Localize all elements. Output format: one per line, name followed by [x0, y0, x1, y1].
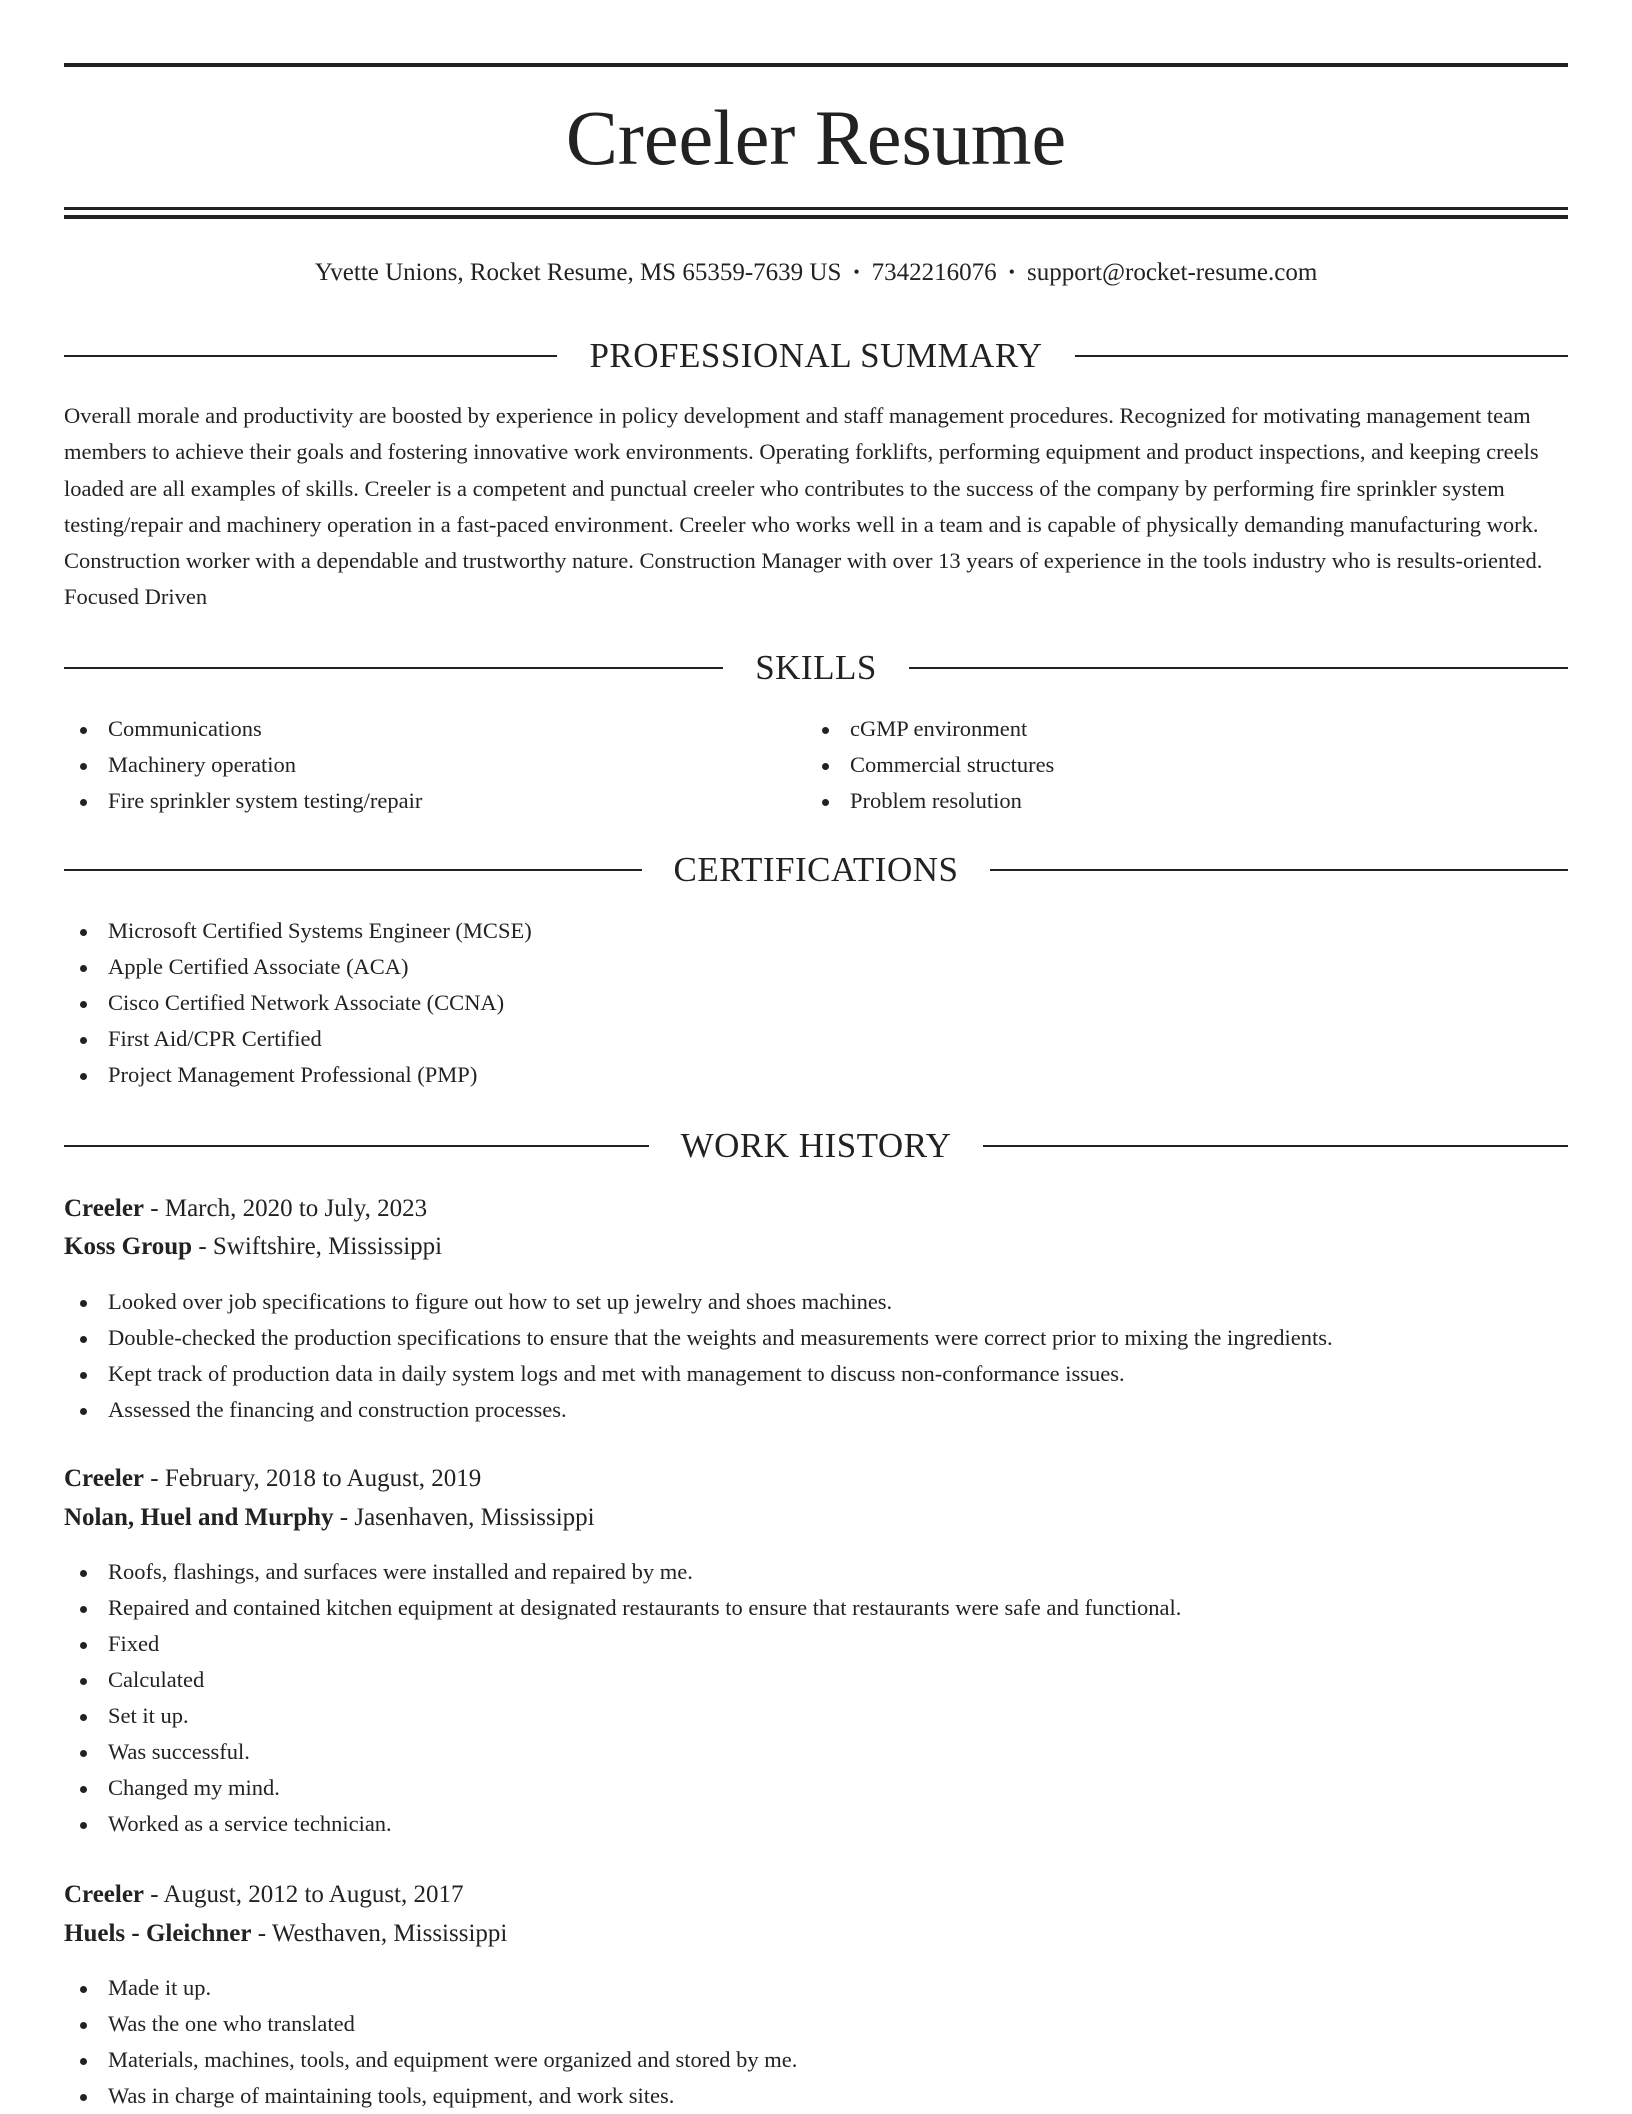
- job-bullet: Set it up.: [64, 1698, 1568, 1734]
- job-title: Creeler: [64, 1195, 145, 1222]
- summary-heading-text: PROFESSIONAL SUMMARY: [589, 336, 1043, 375]
- job-company: Huels - Gleichner: [64, 1920, 252, 1947]
- skills-column-left: [64, 711, 764, 819]
- job-bullet: Changed my mind.: [64, 1770, 1568, 1806]
- summary-text: Overall morale and productivity are boosted by experience in policy development and staff management procedures. Recognized for motivating management team members to achieve their goals and fostering innovative work environments. Operating forklifts, performing equipment and product inspections, and keeping creels loaded are all examples of skills. Creeler is a competent and punctual creeler who contributes to the success of the company by performing fire sprinkler system testing/repair and machinery operation in a fast-paced environment. Creeler who works well in a team and is capable of physically demanding manufacturing work. Construction worker with a dependable and trustworthy nature. Construction Manager with over 13 years of experience in the tools industry who is results-oriented. Focused Driven: [64, 403, 1543, 610]
- certifications-list: [64, 913, 1568, 1093]
- job-dates: - August, 2012 to August, 2017: [144, 1881, 464, 1908]
- skill-item: Fire sprinkler system testing/repair: [64, 783, 764, 819]
- heading-rule-left: [64, 1145, 649, 1147]
- job-bullet: Was the one who translated: [64, 2006, 1568, 2042]
- job-company-line: [64, 1915, 1568, 1953]
- contact-separator: •: [853, 262, 860, 282]
- job-bullet: Looked over job specifications to figure out how to set up jewelry and shoes machines.: [64, 1284, 1568, 1320]
- job-bullet: Fixed: [64, 1626, 1568, 1662]
- job-bullet: Materials, machines, tools, and equipment were organized and stored by me.: [64, 2042, 1568, 2078]
- heading-rule-left: [64, 667, 723, 669]
- top-rule: [64, 63, 1568, 67]
- job-company-line: [64, 1228, 1568, 1266]
- skill-item: Machinery operation: [64, 747, 764, 783]
- contact-phone: 7342216076: [871, 259, 997, 286]
- skill-item: cGMP environment: [806, 711, 1506, 747]
- job-company: Koss Group: [64, 1233, 193, 1260]
- job-bullet: Repaired and contained kitchen equipment at designated restaurants to ensure that restaurants were safe and functional.: [64, 1590, 1568, 1626]
- heading-rule-left: [64, 355, 557, 357]
- job-bullet: Worked as a service technician.: [64, 1806, 1568, 1842]
- job-bullet: Was successful.: [64, 1734, 1568, 1770]
- job-title-line: [64, 1876, 1568, 1914]
- title-double-rule-lower: [64, 215, 1568, 219]
- certification-item: Apple Certified Associate (ACA): [64, 949, 1568, 985]
- job-bullet: Kept track of production data in daily system logs and met with management to discuss non-conformance issues.: [64, 1356, 1568, 1392]
- summary-heading: [64, 334, 1568, 378]
- heading-rule-right: [1075, 355, 1568, 357]
- contact-address: Yvette Unions, Rocket Resume, MS 65359-7639 US: [314, 259, 842, 286]
- skills-heading: [64, 646, 1568, 690]
- job-bullet: Double-checked the production specifications to ensure that the weights and measurements were correct prior to mixing the ingredients.: [64, 1320, 1568, 1356]
- heading-rule-left: [64, 869, 642, 871]
- certification-item: First Aid/CPR Certified: [64, 1021, 1568, 1057]
- job-bullets: [64, 1970, 1568, 2114]
- contact-line: [64, 254, 1568, 291]
- job-company: Nolan, Huel and Murphy: [64, 1504, 334, 1531]
- job-dates: - February, 2018 to August, 2019: [144, 1465, 482, 1492]
- contact-separator: •: [1008, 262, 1015, 282]
- job-title: Creeler: [64, 1881, 145, 1908]
- certification-item: Microsoft Certified Systems Engineer (MCSE): [64, 913, 1568, 949]
- title-double-rule-upper: [64, 207, 1568, 210]
- job-location: - Jasenhaven, Mississippi: [333, 1504, 595, 1531]
- skill-item: Commercial structures: [806, 747, 1506, 783]
- job-company-line: [64, 1499, 1568, 1537]
- contact-email: support@rocket-resume.com: [1026, 259, 1318, 286]
- job-title-line: [64, 1190, 1568, 1228]
- job-title: Creeler: [64, 1465, 145, 1492]
- job-bullet: Assessed the financing and construction processes.: [64, 1392, 1568, 1428]
- job-location: - Swiftshire, Mississippi: [192, 1233, 443, 1260]
- certification-item: Cisco Certified Network Associate (CCNA): [64, 985, 1568, 1021]
- heading-rule-right: [983, 1145, 1568, 1147]
- resume-title: Creeler Resume: [565, 94, 1067, 181]
- job-bullet: Made it up.: [64, 1970, 1568, 2006]
- skills-column-right: [806, 711, 1506, 819]
- work-history-heading-text: WORK HISTORY: [680, 1126, 952, 1165]
- certifications-heading: [64, 848, 1568, 892]
- job-bullet: Was in charge of maintaining tools, equipment, and work sites.: [64, 2078, 1568, 2114]
- skill-item: Problem resolution: [806, 783, 1506, 819]
- certification-item: Project Management Professional (PMP): [64, 1057, 1568, 1093]
- job-title-line: [64, 1460, 1568, 1498]
- job-bullet: Calculated: [64, 1662, 1568, 1698]
- skill-item: Communications: [64, 711, 764, 747]
- job-bullet: Roofs, flashings, and surfaces were installed and repaired by me.: [64, 1554, 1568, 1590]
- skills-heading-text: SKILLS: [755, 648, 877, 687]
- job-bullets: [64, 1284, 1568, 1428]
- job-bullets: [64, 1554, 1568, 1842]
- heading-rule-right: [990, 869, 1568, 871]
- work-history-heading: [64, 1124, 1568, 1168]
- certifications-heading-text: CERTIFICATIONS: [673, 850, 959, 889]
- job-location: - Westhaven, Mississippi: [251, 1920, 508, 1947]
- heading-rule-right: [909, 667, 1568, 669]
- job-dates: - March, 2020 to July, 2023: [144, 1195, 428, 1222]
